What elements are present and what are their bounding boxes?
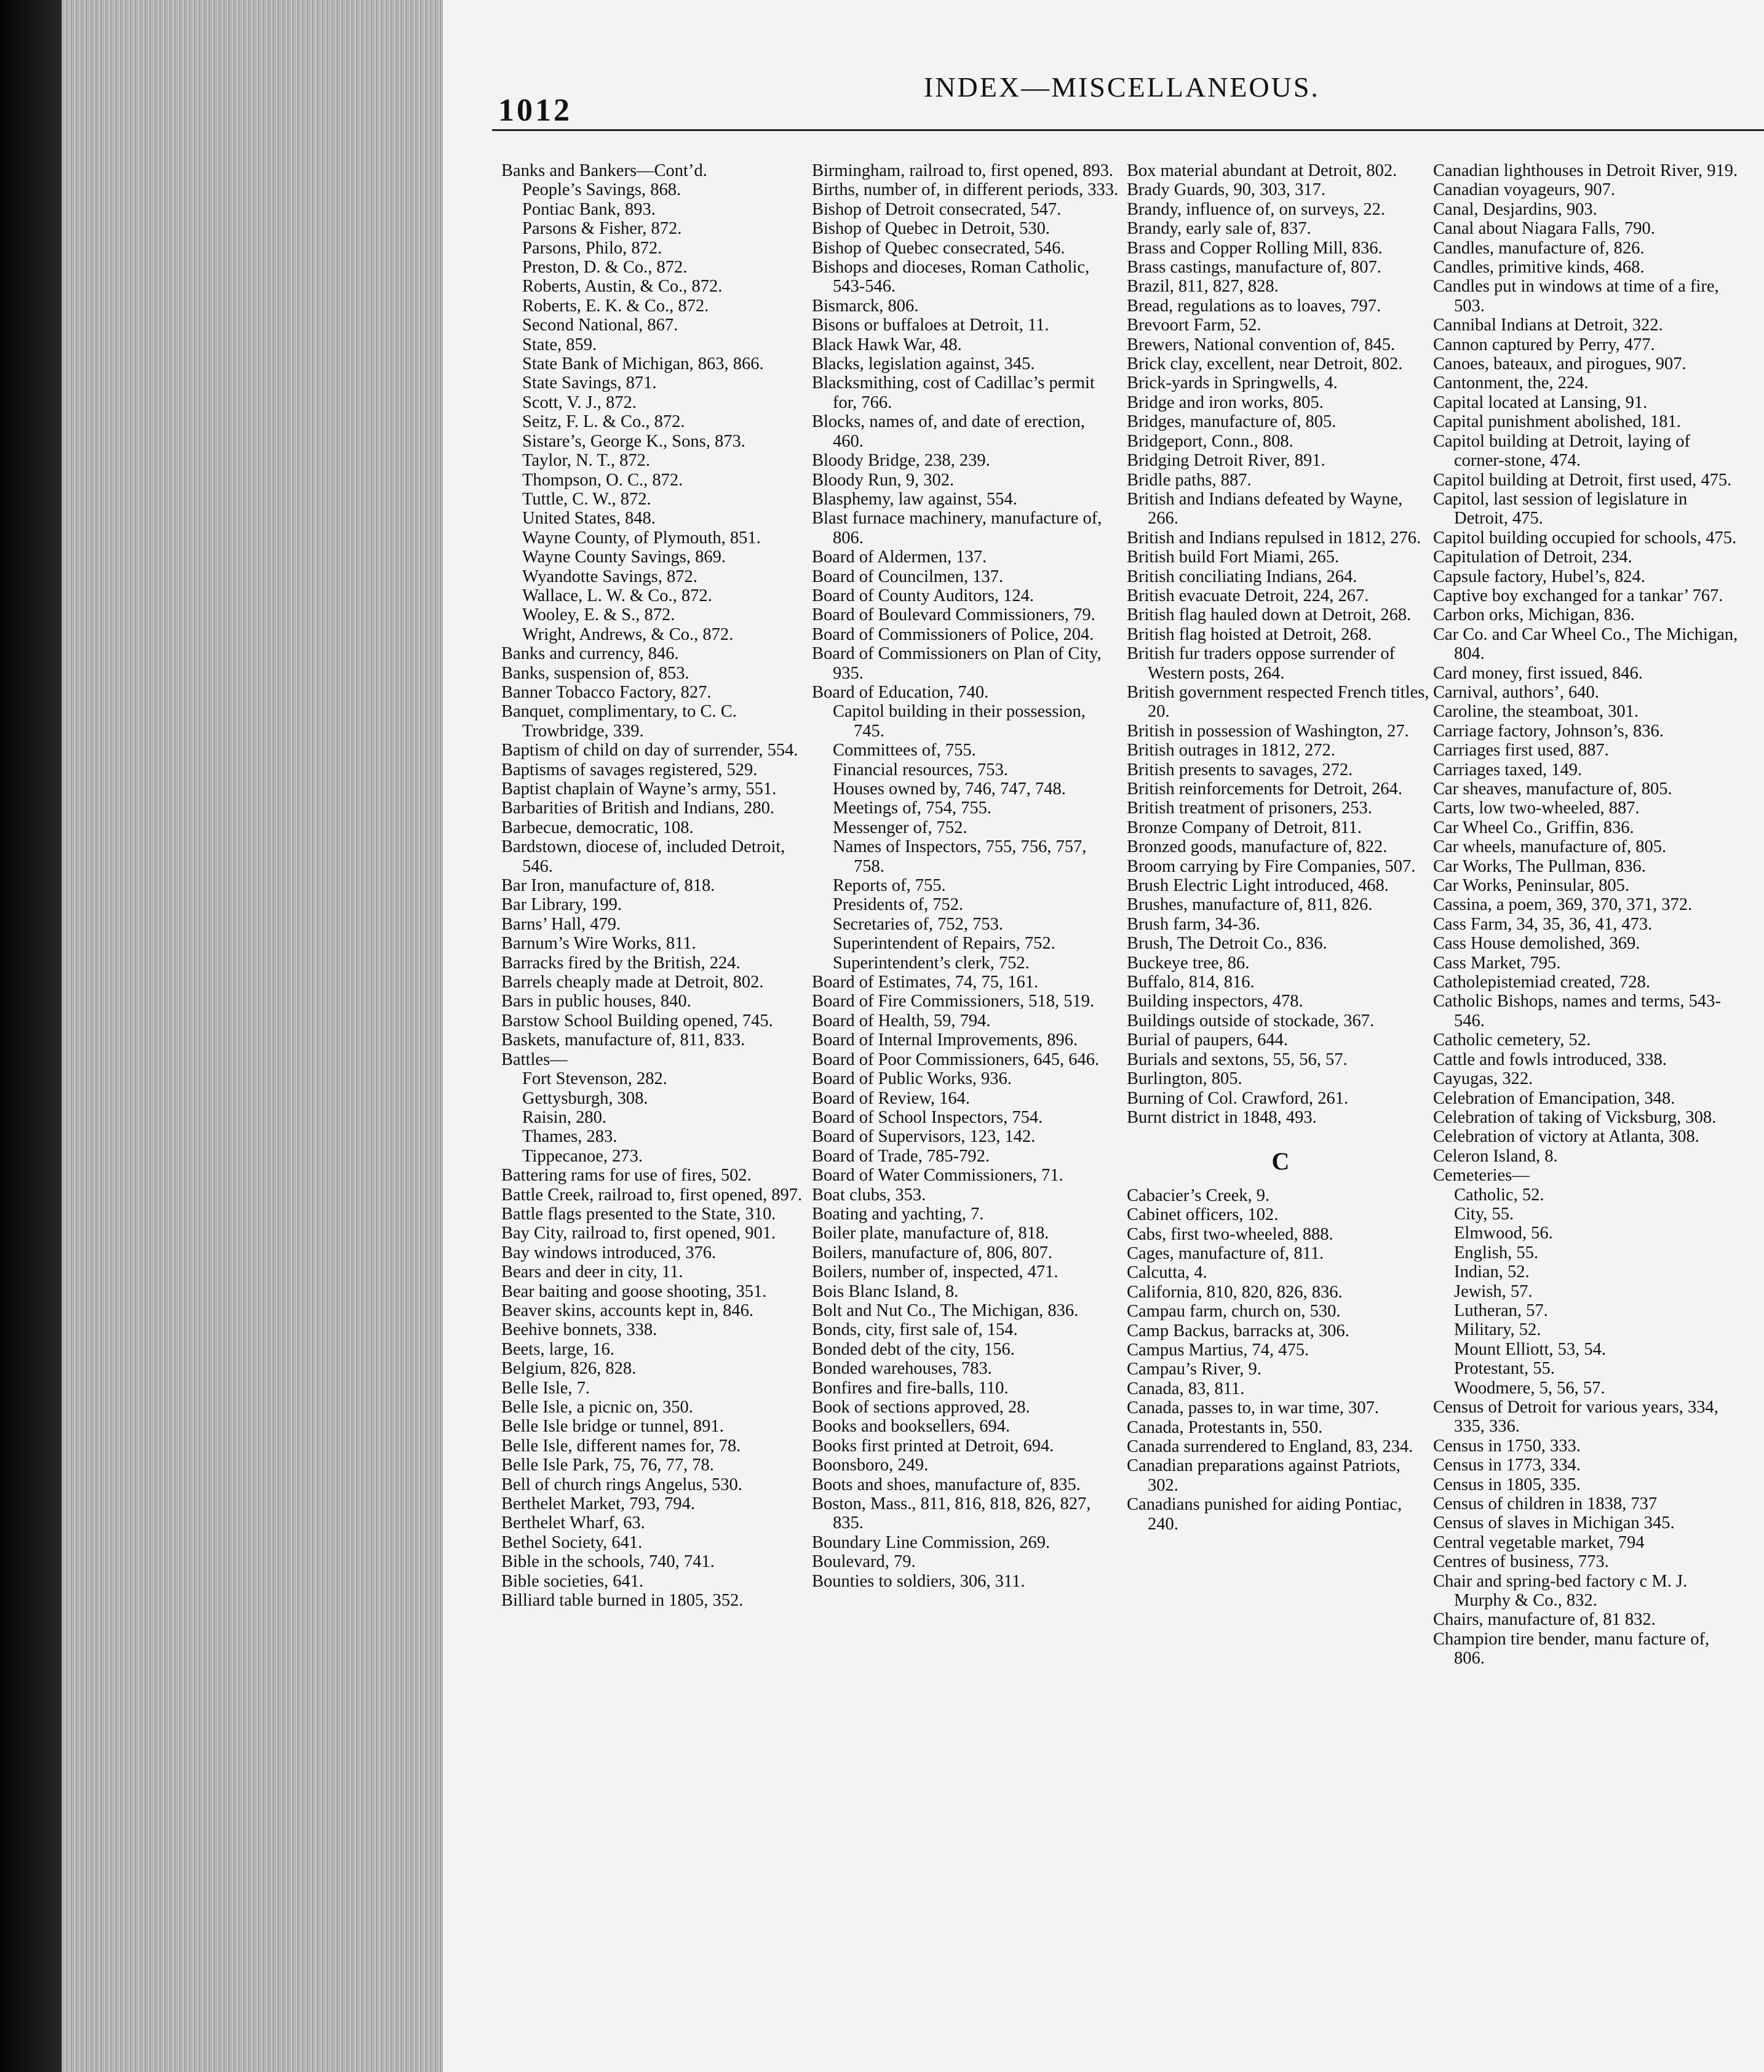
index-entry: Cass Farm, 34, 35, 36, 41, 473. [1433,914,1653,934]
index-subentry: Preston, D. & Co., 872. [522,258,688,277]
index-entry: Burial of paupers, 644. [1127,1030,1288,1050]
index-entry: Brevoort Farm, 52. [1127,316,1261,335]
index-entry: British reinforcements for Detroit, 264. [1127,779,1402,799]
index-entry: Boston, Mass., 811, 816, 818, 826, 827, 835. [812,1494,1091,1533]
index-entry: Bear baiting and goose shooting, 351. [501,1281,767,1301]
index-subentry: Capitol building in their possession, 745. [833,702,1086,741]
index-entry: Canadian lighthouses in Detroit River, 919. [1433,161,1738,180]
index-entry: Calcutta, 4. [1127,1263,1207,1283]
index-entry: British treatment of prisoners, 253. [1127,799,1372,818]
index-subentry: Lutheran, 57. [1454,1301,1548,1320]
index-entry: Bible societies, 641. [501,1571,644,1591]
index-entry: British flag hoisted at Detroit, 268. [1127,624,1372,644]
index-subentry: Sistare’s, George K., Sons, 873. [522,431,745,451]
index-entry: Brandy, influence of, on surveys, 22. [1127,199,1386,219]
index-entry: Bois Blanc Island, 8. [812,1281,959,1301]
index-subentry: Secretaries of, 752, 753. [833,914,1003,934]
index-entry: Cattle and fowls introduced, 338. [1433,1050,1667,1069]
index-entry: Cabs, first two-wheeled, 888. [1127,1224,1333,1244]
index-entry: Boundary Line Commission, 269. [812,1532,1051,1552]
index-subentry: Reports of, 755. [833,876,946,896]
index-entry: Brewers, National convention of, 845. [1127,335,1396,354]
index-entry: Baskets, manufacture of, 811, 833. [501,1030,745,1050]
index-entry: Barracks fired by the British, 224. [501,953,741,973]
index-entry: Brazil, 811, 827, 828. [1127,277,1279,297]
index-entry: Capitol building at Detroit, first used, 475. [1433,470,1732,490]
index-entry: Beehive bonnets, 338. [501,1320,658,1340]
index-entry: Buildings outside of stockade, 367. [1127,1011,1375,1030]
index-entry: Burnt district in 1848, 493. [1127,1107,1317,1127]
index-subentry: United States, 848. [522,509,656,528]
index-column-1 [501,161,809,1610]
index-entry: Bridging Detroit River, 891. [1127,451,1325,471]
index-subentry: State Bank of Michigan, 863, 866. [522,354,764,374]
index-entry: Banks and Bankers—Cont’d. [501,161,707,180]
index-entry: Board of Public Works, 936. [812,1069,1012,1089]
index-entry: Bonded debt of the city, 156. [812,1339,1015,1359]
index-subentry: Tippecanoe, 273. [522,1146,643,1166]
index-entry: Cabinet officers, 102. [1127,1205,1279,1225]
index-entry: Carts, low two-wheeled, 887. [1433,799,1640,818]
index-entry: Bronzed goods, manufacture of, 822. [1127,837,1388,857]
page-number: 1012 [498,93,572,128]
index-entry: British build Fort Miami, 265. [1127,548,1340,567]
index-entry: Carriages taxed, 149. [1433,760,1583,779]
index-entry: Car Co. and Car Wheel Co., The Michigan, 804. [1433,624,1738,664]
index-entry: Catholepistemiad created, 728. [1433,973,1650,992]
index-subentry: Superintendent’s clerk, 752. [833,953,1030,973]
index-entry: Census of children in 1838, 737 [1433,1494,1658,1514]
index-entry: Belle Isle, a picnic on, 350. [501,1398,693,1417]
index-subentry: Parsons & Fisher, 872. [522,219,682,239]
index-entry: Boots and shoes, manufacture of, 835. [812,1475,1081,1494]
index-entry: Bar Library, 199. [501,895,622,915]
index-entry: Capital located at Lansing, 91. [1433,392,1648,412]
running-head: INDEX—MISCELLANEOUS. [924,71,1320,103]
index-entry: Boat clubs, 353. [812,1185,926,1205]
index-entry: Bismarck, 806. [812,296,919,316]
index-entry: Car sheaves, manufacture of, 805. [1433,779,1672,799]
index-entry: Battle Creek, railroad to, first opened, 897. [501,1185,803,1205]
index-subentry: Fort Stevenson, 282. [522,1069,667,1089]
index-entry: Cannibal Indians at Detroit, 322. [1433,316,1663,335]
index-entry: Barrels cheaply made at Detroit, 802. [501,973,764,992]
index-entry: Boiler plate, manufacture of, 818. [812,1224,1049,1243]
index-entry: California, 810, 820, 826, 836. [1127,1282,1343,1302]
index-subentry: Meetings of, 754, 755. [833,799,992,818]
index-entry: Canada, Protestants in, 550. [1127,1417,1323,1437]
index-entry: British in possession of Washington, 27. [1127,721,1409,741]
index-subentry: Elmwood, 56. [1454,1224,1553,1243]
index-entry: Bars in public houses, 840. [501,992,691,1011]
index-entry: Bloody Run, 9, 302. [812,470,955,490]
index-entry: Barbecue, democratic, 108. [501,818,694,837]
index-entry: Celebration of Emancipation, 348. [1433,1088,1675,1108]
index-subentry: Wallace, L. W. & Co., 872. [522,586,712,605]
index-entry: Broom carrying by Fire Companies, 507. [1127,856,1416,876]
index-entry: Celeron Island, 8. [1433,1146,1558,1166]
index-entry: Capitulation of Detroit, 234. [1433,548,1632,567]
index-entry: Births, number of, in different periods, 333. [812,180,1119,200]
index-entry: Capital punishment abolished, 181. [1433,412,1681,432]
index-entry: Box material abundant at Detroit, 802. [1127,161,1397,180]
index-subentry: Superintendent of Repairs, 752. [833,934,1055,954]
index-subentry: Raisin, 280. [522,1107,606,1127]
index-entry: British evacuate Detroit, 224, 267. [1127,586,1369,605]
index-entry: Bethel Society, 641. [501,1532,643,1552]
index-subentry: Wooley, E. & S., 872. [522,605,675,625]
index-entry: Bardstown, diocese of, included Detroit, 546. [501,837,785,876]
index-entry: Board of Trade, 785-792. [812,1146,990,1166]
index-entry: Brick clay, excellent, near Detroit, 802. [1127,354,1403,374]
index-subentry: Messenger of, 752. [833,818,967,837]
index-entry: Bears and deer in city, 11. [501,1262,683,1282]
index-subentry: Thompson, O. C., 872. [522,470,683,490]
index-entry: Brick-yards in Springwells, 4. [1127,373,1338,393]
index-subentry: City, 55. [1454,1204,1514,1224]
index-entry: Caroline, the steamboat, 301. [1433,702,1639,722]
index-subentry: Pontiac Bank, 893. [522,199,656,219]
index-entry: Board of School Inspectors, 754. [812,1107,1043,1127]
index-entry: Cass House demolished, 369. [1433,934,1640,954]
index-entry: Bishop of Quebec in Detroit, 530. [812,219,1051,239]
index-entry: Brush Electric Light introduced, 468. [1127,876,1389,896]
index-entry: Camp Backus, barracks at, 306. [1127,1321,1349,1341]
index-entry: Board of Commissioners on Plan of City, 935. [812,644,1102,683]
index-entry: Board of Estimates, 74, 75, 161. [812,973,1039,992]
index-entry: Bounties to soldiers, 306, 311. [812,1571,1025,1591]
index-entry: Cemeteries— [1433,1166,1530,1185]
index-entry: Bronze Company of Detroit, 811. [1127,818,1362,837]
index-subentry: Names of Inspectors, 755, 756, 757, 758. [833,837,1087,876]
index-entry: Catholic cemetery, 52. [1433,1030,1591,1050]
index-subentry: Wayne County Savings, 869. [522,548,726,567]
index-entry: Board of County Auditors, 124. [812,586,1034,605]
index-entry: Cass Market, 795. [1433,953,1561,973]
index-entry: Census in 1750, 333. [1433,1436,1581,1456]
index-subentry: Military, 52. [1454,1320,1541,1340]
index-entry: Board of Supervisors, 123, 142. [812,1127,1036,1147]
index-entry: Bishop of Quebec consecrated, 546. [812,238,1065,258]
index-entry: Centres of business, 773. [1433,1552,1609,1572]
index-entry: Board of Poor Commissioners, 645, 646. [812,1050,1100,1069]
index-entry: Board of Boulevard Commissioners, 79. [812,605,1095,625]
index-entry: Boulevard, 79. [812,1552,916,1572]
index-entry: Berthelet Wharf, 63. [501,1513,645,1533]
index-entry: Bishop of Detroit consecrated, 547. [812,199,1062,219]
index-subentry: Thames, 283. [522,1127,618,1147]
index-entry: Beets, large, 16. [501,1339,614,1359]
index-entry: Bonds, city, first sale of, 154. [812,1320,1018,1340]
index-entry: Barstow School Building opened, 745. [501,1011,773,1030]
index-entry: Catholic Bishops, names and terms, 543-546. [1433,992,1721,1030]
index-entry: Carriages first used, 887. [1433,741,1609,760]
index-subentry: Houses owned by, 746, 747, 748. [833,779,1066,799]
index-subentry: Parsons, Philo, 872. [522,238,662,258]
index-entry: Car Works, Peninsular, 805. [1433,876,1630,896]
index-entry: Cantonment, the, 224. [1433,373,1589,393]
index-entry: Census in 1773, 334. [1433,1456,1581,1475]
index-entry: Boonsboro, 249. [812,1456,929,1475]
index-entry: Canoes, bateaux, and pirogues, 907. [1433,354,1687,374]
index-entry: Buckeye tree, 86. [1127,953,1250,973]
index-entry: Brush farm, 34-36. [1127,914,1260,934]
index-entry: Barnum’s Wire Works, 811. [501,934,696,954]
index-entry: Captive boy exchanged for a tankar’ 767. [1433,586,1723,605]
index-entry: Canadian voyageurs, 907. [1433,180,1616,200]
index-entry: Banks and currency, 846. [501,644,679,664]
index-entry: Carriage factory, Johnson’s, 836. [1433,721,1664,741]
index-entry: Census in 1805, 335. [1433,1475,1581,1494]
index-entry: Chairs, manufacture of, 81 832. [1433,1610,1656,1630]
index-entry: Battles— [501,1050,568,1069]
index-entry: Chair and spring-bed factory c M. J. Murphy & Co., 832. [1433,1571,1688,1611]
index-subentry: Second National, 867. [522,316,678,335]
index-entry: Cannon captured by Perry, 477. [1433,335,1655,354]
index-entry: Barns’ Hall, 479. [501,914,621,934]
index-subentry: Seitz, F. L. & Co., 872. [522,412,685,432]
index-subentry: Woodmere, 5, 56, 57. [1454,1378,1605,1398]
index-entry: Billiard table burned in 1805, 352. [501,1591,744,1611]
index-entry: Book of sections approved, 28. [812,1398,1030,1417]
index-entry: Capitol, last session of legislature in Detroit, 475. [1433,489,1688,528]
index-entry: Black Hawk War, 48. [812,335,962,354]
index-entry: Banquet, complimentary, to C. C. Trowbridge, 339. [501,702,737,741]
index-entry: Burning of Col. Crawford, 261. [1127,1088,1349,1108]
index-subentry: Taylor, N. T., 872. [522,451,650,471]
index-entry: Boilers, number of, inspected, 471. [812,1262,1059,1282]
index-subentry: State Savings, 871. [522,373,657,393]
index-entry: Bay windows introduced, 376. [501,1243,717,1262]
index-entry: Boating and yachting, 7. [812,1204,984,1224]
index-entry: Belle Isle, different names for, 78. [501,1436,741,1456]
index-entry: Beaver skins, accounts kept in, 846. [501,1301,753,1320]
index-subentry: Protestant, 55. [1454,1359,1555,1379]
index-entry: Bread, regulations as to loaves, 797. [1127,296,1381,316]
index-entry: Berthelet Market, 793, 794. [501,1494,696,1514]
index-entry: Bisons or buffaloes at Detroit, 11. [812,316,1049,335]
section-letter: C [1271,1147,1290,1176]
index-entry: British outrages in 1812, 272. [1127,741,1335,760]
index-entry: Burials and sextons, 55, 56, 57. [1127,1050,1348,1069]
index-entry: Blasphemy, law against, 554. [812,489,1017,509]
index-entry: Cayugas, 322. [1433,1069,1533,1089]
index-entry: Bishops and dioceses, Roman Catholic, 543-546. [812,258,1090,297]
index-entry: Canada, passes to, in war time, 307. [1127,1398,1379,1418]
index-entry: Baptist chaplain of Wayne’s army, 551. [501,779,777,799]
index-subentry: Scott, V. J., 872. [522,392,637,412]
index-entry: Capitol building at Detroit, laying of corner-stone, 474. [1433,431,1690,471]
index-entry: Board of Education, 740. [812,682,989,702]
index-entry: Board of Fire Commissioners, 518, 519. [812,992,1095,1011]
index-entry: Blast furnace machinery, manufacture of, 806. [812,509,1102,548]
index-entry: Brush, The Detroit Co., 836. [1127,934,1327,954]
index-subentry: Presidents of, 752. [833,895,964,915]
index-entry: Capitol building occupied for schools, 475. [1433,528,1737,548]
index-entry: Bonded warehouses, 783. [812,1359,992,1379]
index-column-4 [1433,161,1741,1668]
index-entry: Campau farm, church on, 530. [1127,1302,1341,1321]
index-entry: Candles put in windows at time of a fire, 503. [1433,277,1719,316]
index-entry: Boilers, manufacture of, 806, 807. [812,1243,1052,1262]
index-entry: Brandy, early sale of, 837. [1127,219,1311,239]
index-entry: Canada surrendered to England, 83, 234. [1127,1437,1413,1456]
index-entry: Brass castings, manufacture of, 807. [1127,258,1381,277]
index-entry: Board of Aldermen, 137. [812,548,987,567]
header-rule [492,129,1764,131]
index-subentry: English, 55. [1454,1243,1538,1262]
index-entry: Board of Health, 59, 794. [812,1011,991,1030]
index-entry: Candles, manufacture of, 826. [1433,238,1645,258]
index-entry: Baptism of child on day of surrender, 554. [501,741,798,760]
index-entry: Baptisms of savages registered, 529. [501,760,758,779]
index-entry: Capsule factory, Hubel’s, 824. [1433,567,1645,586]
index-entry: Blacks, legislation against, 345. [812,354,1035,374]
index-entry: British government respected French titles, 20. [1127,682,1429,722]
index-subentry: Indian, 52. [1454,1262,1530,1282]
index-entry: Carbon orks, Michigan, 836. [1433,605,1635,625]
index-entry: Census of slaves in Michigan 345. [1433,1513,1675,1533]
index-subentry: Wyandotte Savings, 872. [522,567,697,586]
index-entry: Battering rams for use of fires, 502. [501,1166,752,1185]
index-entry: Belle Isle Park, 75, 76, 77, 78. [501,1456,714,1475]
index-entry: Blacksmithing, cost of Cadillac’s permit for, 766. [812,373,1095,412]
index-entry: Bridges, manufacture of, 805. [1127,412,1337,432]
index-subentry: Tuttle, C. W., 872. [522,489,651,509]
index-entry: Blocks, names of, and date of erection, 460. [812,412,1085,451]
index-entry: Census of Detroit for various years, 334, 335, 336. [1433,1398,1718,1436]
index-subentry: Roberts, Austin, & Co., 872. [522,277,723,297]
index-entry: Champion tire bender, manu facture of, 806. [1433,1629,1710,1668]
index-entry: Candles, primitive kinds, 468. [1433,258,1645,277]
index-entry: Books and booksellers, 694. [812,1417,1011,1436]
index-entry: Celebration of taking of Vicksburg, 308. [1433,1107,1717,1127]
index-subentry: Mount Elliott, 53, 54. [1454,1339,1607,1359]
index-entry: Canada, 83, 811. [1127,1379,1245,1398]
index-subentry: Wright, Andrews, & Co., 872. [522,624,734,644]
index-entry: Car Works, The Pullman, 836. [1433,856,1646,876]
book-binding-shadow [0,0,62,2072]
index-page [443,0,1764,2072]
index-entry: Bridge and iron works, 805. [1127,392,1324,412]
index-entry: Bloody Bridge, 238, 239. [812,451,990,471]
index-entry: British flag hauled down at Detroit, 268. [1127,605,1412,625]
index-entry: Central vegetable market, 794 [1433,1532,1645,1552]
index-entry: Board of Review, 164. [812,1088,970,1108]
index-subentry: People’s Savings, 868. [522,180,681,200]
index-entry: Belle Isle, 7. [501,1378,590,1398]
index-entry: Burlington, 805. [1127,1069,1242,1089]
index-entry: Banks, suspension of, 853. [501,663,689,683]
index-entry: Cassina, a poem, 369, 370, 371, 372. [1433,895,1693,915]
index-entry: Carnival, authors’, 640. [1433,682,1599,702]
index-entry: Canadian preparations against Patriots, 302. [1127,1456,1400,1495]
index-column-3 [1127,161,1434,1534]
index-entry: Battle flags presented to the State, 310. [501,1204,776,1224]
index-subentry: Roberts, E. K. & Co., 872. [522,296,709,316]
index-entry: Banner Tobacco Factory, 827. [501,682,712,702]
index-entry: Buffalo, 814, 816. [1127,973,1255,992]
index-entry: Celebration of victory at Atlanta, 308. [1433,1127,1699,1147]
index-entry: Bar Iron, manufacture of, 818. [501,876,715,896]
index-subentry: Jewish, 57. [1454,1281,1533,1301]
index-entry: Car wheels, manufacture of, 805. [1433,837,1667,857]
index-entry: Canal about Niagara Falls, 790. [1433,219,1655,239]
index-entry: Cabacier’s Creek, 9. [1127,1185,1270,1205]
book-page-edges [62,0,443,2072]
index-entry: Canadians punished for aiding Pontiac, 240. [1127,1495,1402,1534]
index-entry: Campus Martius, 74, 475. [1127,1340,1309,1360]
index-entry: Belgium, 826, 828. [501,1359,637,1379]
index-entry: Bridgeport, Conn., 808. [1127,431,1293,451]
index-subentry: Catholic, 52. [1454,1185,1544,1205]
index-entry: Board of Water Commissioners, 71. [812,1166,1063,1185]
index-entry: Board of Councilmen, 137. [812,567,1004,586]
index-entry: Car Wheel Co., Griffin, 836. [1433,818,1634,837]
index-entry: Bell of church rings Angelus, 530. [501,1475,742,1494]
index-entry: British and Indians repulsed in 1812, 276. [1127,528,1421,548]
index-entry: British fur traders oppose surrender of Western posts, 264. [1127,644,1396,683]
index-entry: Card money, first issued, 846. [1433,663,1643,683]
index-entry: Bible in the schools, 740, 741. [501,1552,715,1572]
index-entry: Bolt and Nut Co., The Michigan, 836. [812,1301,1079,1320]
index-subentry: Committees of, 755. [833,741,976,760]
index-entry: Books first printed at Detroit, 694. [812,1436,1054,1456]
index-entry: Belle Isle bridge or tunnel, 891. [501,1417,724,1436]
index-entry: Bay City, railroad to, first opened, 901. [501,1224,776,1243]
index-entry: Bridle paths, 887. [1127,470,1252,490]
index-entry: British conciliating Indians, 264. [1127,567,1357,586]
index-subentry: Gettysburgh, 308. [522,1088,648,1108]
index-entry: Barbarities of British and Indians, 280. [501,799,775,818]
index-column-2 [812,161,1119,1591]
index-subentry: Financial resources, 753. [833,760,1008,779]
index-entry: Campau’s River, 9. [1127,1360,1261,1379]
index-entry: Board of Internal Improvements, 896. [812,1030,1078,1050]
index-entry: Brady Guards, 90, 303, 317. [1127,180,1325,200]
index-entry: Canal, Desjardins, 903. [1433,199,1597,219]
index-entry: Bonfires and fire-balls, 110. [812,1378,1009,1398]
index-entry: Brass and Copper Rolling Mill, 836. [1127,238,1383,258]
index-entry: Board of Commissioners of Police, 204. [812,624,1094,644]
index-entry: British presents to savages, 272. [1127,760,1353,779]
index-subentry: State, 859. [522,335,597,354]
index-entry: Brushes, manufacture of, 811, 826. [1127,895,1373,915]
index-entry: Cages, manufacture of, 811. [1127,1243,1324,1263]
index-entry: Building inspectors, 478. [1127,992,1303,1011]
index-entry: British and Indians defeated by Wayne, 266. [1127,489,1403,528]
index-entry: Birmingham, railroad to, first opened, 893. [812,161,1113,180]
index-subentry: Wayne County, of Plymouth, 851. [522,528,761,548]
